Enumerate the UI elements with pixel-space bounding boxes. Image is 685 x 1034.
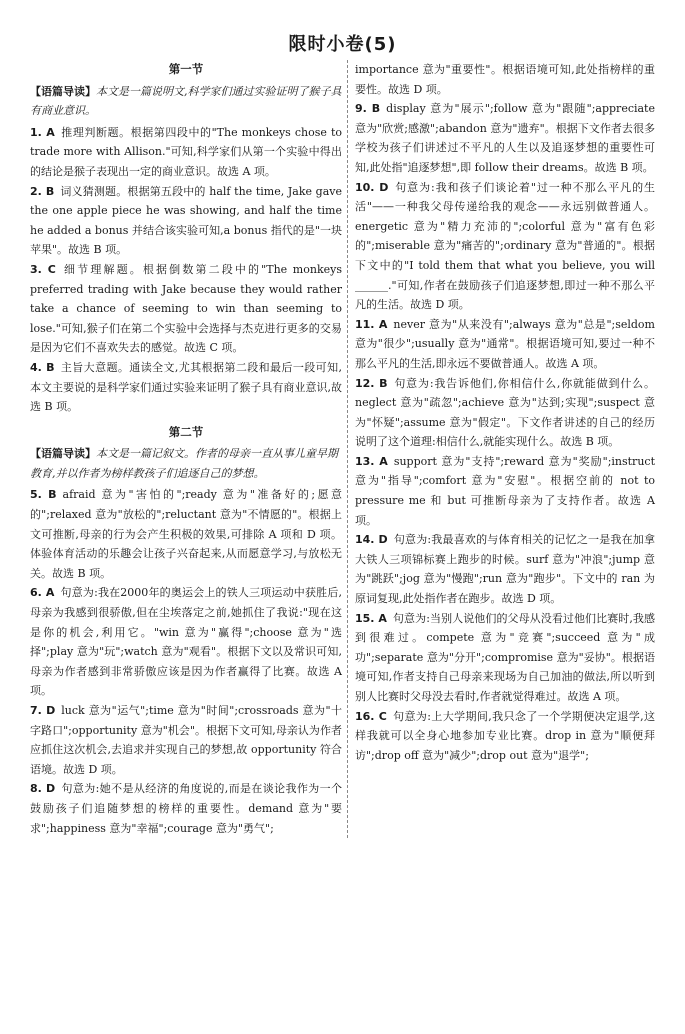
answer-text: 句意为:我在2000年的奥运会上的铁人三项运动中获胜后,母亲为我感到很骄傲,但在尘埃落定之前,她抓住了我说:"现在这是你的机会,利用它。"win 意为"赢得";choose 意为"选择";play 意为"玩";watch 意为"观看"。根据下文以及常识可知,母亲为作者感到非常骄傲应该是因为作者赢得了比赛。故选 A 项。	[30, 586, 342, 698]
answer-number: 5. B	[30, 488, 57, 502]
answer-number: 6. A	[30, 586, 55, 600]
right-column	[355, 60, 655, 765]
answer-item	[355, 178, 655, 315]
answer-number: 11. A	[355, 317, 388, 331]
answer-text: 句意为:上大学期间,我只念了一个学期便决定退学,这样我就可以全身心地参加专业比赛。drop in 意为"顺便拜访";drop off 意为"减少";drop out 意为"退学";	[355, 709, 656, 762]
guide-tag: 【语篇导读】	[30, 447, 96, 461]
answer-item	[30, 583, 342, 701]
answer-item	[30, 260, 342, 358]
section-title-1: 第一节	[168, 62, 204, 76]
answer-text: 主旨大意题。通读全文,尤其根据第二段和最后一段可知,本文主要说的是科学家们通过实验来证明了猴子具有商业意识,故选 B 项。	[30, 360, 342, 414]
answer-text: afraid 意为"害怕的";ready 意为"准备好的;愿意的";relaxed 意为"放松的";reluctant 意为"不情愿的"。根据上文可推断,母亲的行为会产生积极的效果,可排除 A 项和 D 项。体验体育活动的乐趣会让孩子兴奋起来,从而愿意学习,与放松无关。故选 B 项。	[30, 488, 343, 580]
answer-text: luck 意为"运气";time 意为"时间";crossroads 意为"十字路口";opportunity 意为"机会"。根据下文可知,母亲认为作者应抓住这次机会,去追求并实现自己的梦想,故 opportunity 符合语境。故选 D 项。	[30, 704, 342, 776]
answer-text: 细节理解题。根据倒数第二段中的"The monkeys preferred trading with Jake because they would rather take a chance of seeming to win than seeming to lose."可知,猴子们在第二个实验中会选择与杰克进行更多的交易是因为它们不喜欢失去的感觉。故选 C 项。	[30, 262, 342, 355]
answer-item	[30, 182, 342, 260]
answer-item	[30, 123, 342, 182]
reading-guide-2	[30, 444, 342, 483]
answer-text: 推理判断题。根据第四段中的"The monkeys chose to trade more with Allison."可知,科学家们从第一个实验中得出的结论是猴子表现出一定的商业意识。故选 A 项。	[30, 125, 343, 178]
answer-number: 13. A	[355, 454, 388, 468]
page-title: 限时小卷(5)	[288, 34, 397, 55]
answer-text: 句意为:我最喜欢的与体育相关的记忆之一是我在加拿大铁人三项锦标赛上跑步的时候。surf 意为"冲浪";jump 意为"跳跃";jog 意为"慢跑";run 意为"跑步"。下文中的 ran 为原词复现,此处指作者在跑步。故选 D 项。	[355, 533, 655, 606]
answer-text: 句意为:她不是从经济的角度说的,而是在谈论我作为一个鼓励孩子们追随梦想的榜样的重要性。demand 意为"要求";happiness 意为"幸福";courage 意为"勇气";	[30, 782, 343, 835]
answer-number: 8. D	[30, 782, 56, 796]
guide-tag: 【语篇导读】	[30, 84, 96, 98]
guide-text: 本文是一篇说明文,科学家们通过实验证明了猴子具有商业意识。	[30, 84, 342, 118]
answer-item	[355, 609, 655, 707]
answer-text: support 意为"支持";reward 意为"奖励";instruct 意为"指导";comfort 意为"安慰"。根据空前的 not to pressure me 和 but 可推断母亲为了支持作者。故选 A 项。	[355, 454, 655, 527]
answer-number: 14. D	[355, 533, 388, 547]
guide-text: 本文是一篇记叙文。作者的母亲一直从事儿童早期教育,并以作者为榜样教孩子们追逐自己的梦想。	[30, 447, 338, 480]
answer-number: 12. B	[355, 376, 388, 390]
answer-item	[30, 701, 342, 779]
answer-item	[355, 374, 655, 452]
answer-item	[355, 707, 655, 766]
answer-text: 句意为:我和孩子们谈论着"过一种不那么平凡的生活"——一种我父母传递给我的观念——永远别做普通人。energetic 意为"精力充沛的";colorful 意为"富有色彩的";miserable 意为"痛苦的";ordinary 意为"普通的"。根据下文中的"I told them that what you believe, you will ______."可知,作者在鼓励孩子们追逐梦想,即过一种不那么平凡的生活。故选 D 项。	[355, 180, 655, 312]
answer-number: 10. D	[355, 180, 389, 194]
answer-number: 3. C	[30, 262, 56, 276]
left-column	[30, 60, 342, 838]
answer-item	[30, 358, 342, 417]
answer-item	[30, 485, 342, 583]
answer-item	[355, 452, 655, 530]
column-divider	[347, 60, 348, 838]
answer-number: 16. C	[355, 709, 387, 723]
answer-number: 15. A	[355, 611, 387, 625]
reading-guide-1	[30, 82, 342, 121]
answer-number: 7. D	[30, 704, 56, 717]
answer-number: 9. B	[355, 102, 381, 116]
answer-text: display 意为"展示";follow 意为"跟随";appreciate 意为"欣赏;感激";abandon 意为"遗弃"。根据下文作者去很多学校为孩子们讲述过不平凡的人生以及追逐梦想的重要性可知,此处指"追逐梦想",即 follow their dreams。故选 B 项。	[355, 102, 655, 174]
section-title-2: 第二节	[168, 424, 204, 439]
answer-item	[30, 779, 342, 838]
answer-text: 句意为:我告诉他们,你相信什么,你就能做到什么。neglect 意为"疏忽";achieve 意为"达到;实现";suspect 意为"怀疑";assume 意为"假定"。下文作者讲述的自己的经历说明了这个道理:相信什么,就能实现什么。故选 B 项。	[355, 376, 655, 449]
answer-text: 词义猜测题。根据第五段中的 half the time, Jake gave the one apple piece he was showing, and half the time he added a bonus 并结合该实验可知,a bonus 指代的是"一块苹果"。故选 B 项。	[30, 184, 342, 257]
answer-text: 句意为:当别人说他们的父母从没看过他们比赛时,我感到很难过。compete 意为"竞赛";succeed 意为"成功";separate 意为"分开";compromise 意为"妥协"。根据语境可知,作者支持自己母亲来现场为自己加油的做法,所以听到别人比赛时父母没去看时,作者就觉得难过。故选 A 项。	[355, 611, 655, 703]
answer-item	[355, 530, 655, 608]
answer-item	[355, 315, 655, 374]
answer-item	[355, 99, 655, 177]
answer-text: never 意为"从来没有";always 意为"总是";seldom 意为"很少";usually 意为"通常"。根据语境可知,要过一种不那么平凡的生活,即永远不要做普通人。故选 A 项。	[355, 317, 655, 370]
answer-number: 4. B	[30, 360, 55, 374]
answer-number: 2. B	[30, 184, 55, 198]
continued-text: importance 意为"重要性"。根据语境可知,此处指榜样的重要性。故选 D 项。	[355, 63, 655, 96]
answer-number: 1. A	[30, 125, 55, 139]
